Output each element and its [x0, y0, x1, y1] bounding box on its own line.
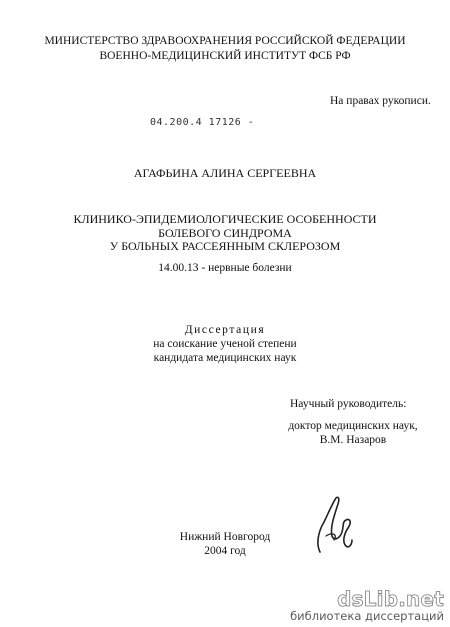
degree-line-1: на соискание ученой степени — [153, 338, 297, 350]
watermark-brand: dsLib.net — [337, 587, 444, 611]
watermark-tagline: библиотека диссертаций — [290, 609, 444, 623]
year: 2004 год — [204, 545, 246, 557]
library-stamp-number: 04.200.4 17126 - — [150, 117, 255, 128]
advisor-label: Научный руководитель: — [290, 398, 407, 410]
dissertation-degree-block — [0, 323, 450, 365]
site-watermark — [290, 587, 444, 623]
dissertation-title — [0, 213, 450, 254]
dissertation-heading: Диссертация — [184, 324, 266, 336]
degree-line-2: кандидата медицинских наук — [153, 352, 297, 364]
title-line-1: КЛИНИКО-ЭПИДЕМИОЛОГИЧЕСКИЕ ОСОБЕННОСТИ — [73, 212, 377, 226]
ministry-header — [0, 34, 450, 64]
ministry-line-2: ВОЕННО-МЕДИЦИНСКИЙ ИНСТИТУТ ФСБ РФ — [99, 50, 351, 62]
title-line-2: БОЛЕВОГО СИНДРОМА — [158, 225, 292, 240]
manuscript-rights-note: На правах рукописи. — [330, 95, 431, 107]
title-line-3: У БОЛЬНЫХ РАССЕЯННЫМ СКЛЕРОЗОМ — [109, 239, 341, 253]
advisor-block — [283, 419, 423, 447]
advisor-name: В.М. Назаров — [319, 434, 387, 446]
advisor-degree: доктор медицинских наук, — [288, 420, 418, 432]
city: Нижний Новгород — [179, 531, 271, 543]
author-name: АГАФЬИНА АЛИНА СЕРГЕЕВНА — [133, 166, 317, 180]
place-and-year — [0, 530, 450, 558]
specialty-code: 14.00.13 - нервные болезни — [158, 262, 292, 274]
handwritten-signature — [312, 492, 356, 558]
ministry-line-1: МИНИСТЕРСТВО ЗДРАВООХРАНЕНИЯ РОССИЙСКОЙ ФЕДЕРАЦИИ — [44, 35, 406, 47]
